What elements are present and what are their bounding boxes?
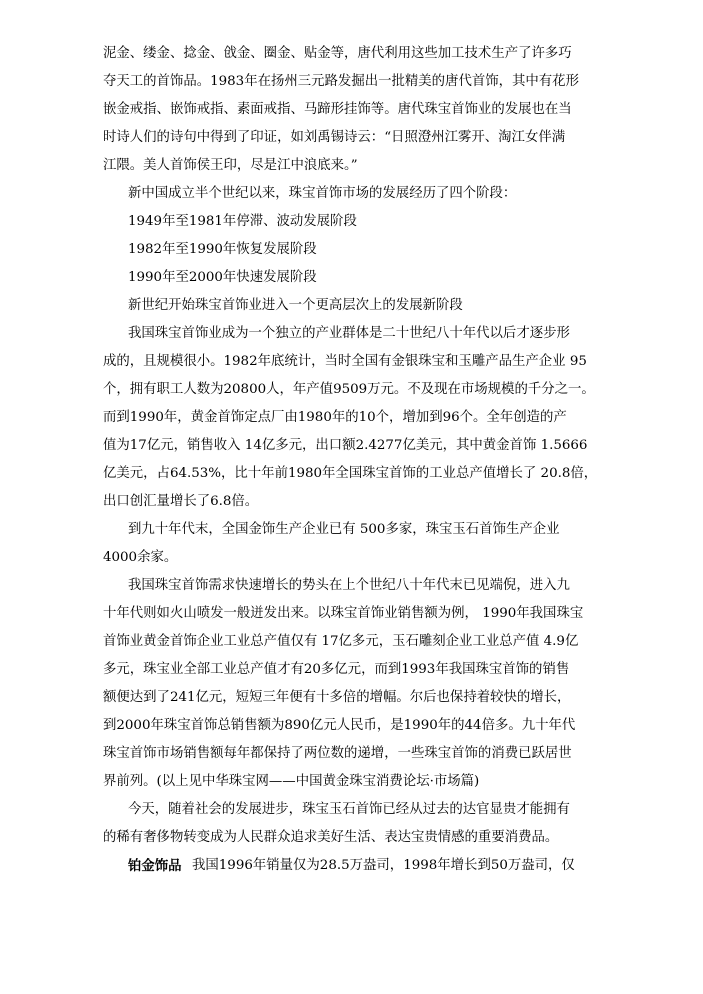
text-line: 江隈。美人首饰侯王印，尽是江中浪底来。” xyxy=(103,158,358,173)
text-line: 亿美元，占64.53%，比十年前1980年全国珠宝首饰的工业总产值增长了 20.8倍， xyxy=(103,466,598,481)
text-line: 1990年至2000年快速发展阶段 xyxy=(128,270,317,285)
text-line: 到2000年珠宝首饰总销售额为890亿元人民币，是1990年的44倍多。九十年代 xyxy=(103,718,576,733)
text-line: 十年代则如火山喷发一般迸发出来。以珠宝首饰业销售额为例， 1990年我国珠宝 xyxy=(103,606,584,621)
text-line: 今天，随着社会的发展进步，珠宝玉石首饰已经从过去的达官显贵才能拥有 xyxy=(128,802,570,817)
text-line: 新世纪开始珠宝首饰业进入一个更高层次上的发展新阶段 xyxy=(128,298,463,313)
text-line: 而到1990年，黄金首饰定点厂由1980年的10个，增加到96个。全年创造的产 xyxy=(103,410,567,425)
text-line: 我国珠宝首饰业成为一个独立的产业群体是二十世纪八十年代以后才逐步形 xyxy=(128,326,570,341)
text-line: 珠宝首饰市场销售额每年都保持了两位数的递增，一些珠宝首饰的消费已跃居世 xyxy=(103,746,572,761)
text-line: 1982年至1990年恢复发展阶段 xyxy=(128,242,317,257)
text-line: 到九十年代末，全国金饰生产企业已有 500多家，珠宝玉石首饰生产企业 xyxy=(128,522,560,537)
text-line: 我国1996年销量仅为28.5万盎司，1998年增长到50万盎司，仅 xyxy=(192,858,575,873)
text-line: 时诗人们的诗句中得到了印证，如刘禹锡诗云：“日照澄州江雾开、淘江女伴满 xyxy=(103,130,566,145)
text-line: 夺天工的首饰品。1983年在扬州三元路发掘出一批精美的唐代首饰，其中有花形 xyxy=(103,74,579,89)
text-line: 嵌金戒指、嵌饰戒指、素面戒指、马蹄形挂饰等。唐代珠宝首饰业的发展也在当 xyxy=(103,102,572,117)
text-line: 个，拥有职工人数为20800人，年产值9509万元。不及现在市场规模的千分之一。 xyxy=(103,382,595,397)
text-line: 值为17亿元，销售收入 14亿多元，出口额2.4277亿美元，其中黄金首饰 1.5666 xyxy=(103,438,588,453)
text-line: 1949年至1981年停滞、波动发展阶段 xyxy=(128,214,357,229)
text-line: 界前列。(以上见中华珠宝网——中国黄金珠宝消费论坛·市场篇) xyxy=(103,774,480,789)
text-line: 4000余家。 xyxy=(103,550,178,565)
text-line: 多元，珠宝业全部工业总产值才有20多亿元，而到1993年我国珠宝首饰的销售 xyxy=(103,662,570,677)
text-line: 成的，且规模很小。1982年底统计，当时全国有金银珠宝和玉雕产品生产企业 95 xyxy=(103,354,587,369)
text-line: 我国珠宝首饰需求快速增长的势头在上个世纪八十年代末已见端倪，进入九 xyxy=(128,578,570,593)
text-line: 首饰业黄金首饰企业工业总产值仅有 17亿多元，玉石雕刻企业工业总产值 4.9亿 xyxy=(103,634,579,649)
section-heading: 铂金饰品 xyxy=(128,858,182,874)
text-line: 的稀有奢侈物转变成为人民群众追求美好生活、表达宝贵情感的重要消费品。 xyxy=(103,830,559,845)
text-line: 新中国成立半个世纪以来，珠宝首饰市场的发展经历了四个阶段： xyxy=(128,186,517,201)
text-line: 额便达到了241亿元，短短三年便有十多倍的增幅。尔后也保持着较快的增长， xyxy=(103,690,571,705)
text-line: 出口创汇量增长了6.8倍。 xyxy=(103,494,259,509)
text-line: 泥金、缕金、捻金、戗金、圈金、贴金等，唐代利用这些加工技术生产了许多巧 xyxy=(103,46,572,61)
